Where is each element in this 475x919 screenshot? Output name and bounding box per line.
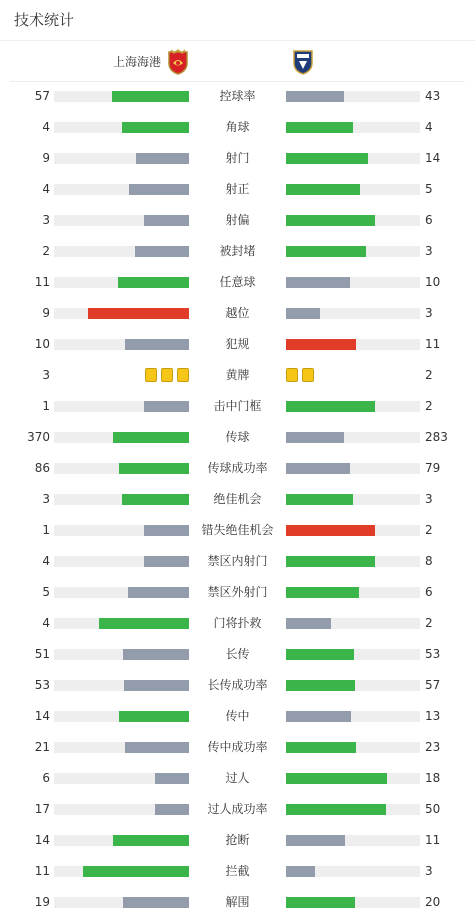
home-stat-bar-track — [54, 866, 189, 877]
away-stat-bar-track — [286, 432, 420, 443]
home-stat-bar — [123, 897, 189, 908]
stat-label: 被封堵 — [219, 244, 256, 258]
away-stat-bar — [286, 525, 375, 536]
home-stat-value: 57 — [34, 89, 50, 103]
home-stat-bar-track — [54, 184, 189, 195]
home-stat-bar — [122, 122, 190, 133]
away-stat-bar-track — [286, 153, 420, 164]
away-stat-bar — [286, 277, 350, 288]
away-stat-bar — [286, 122, 353, 133]
stat-row — [0, 732, 475, 763]
away-stat-bar-track — [286, 122, 420, 133]
stat-label: 门将扑救 — [213, 616, 262, 630]
away-stat-bar — [286, 246, 366, 257]
stat-label: 长传成功率 — [207, 678, 268, 692]
away-stat-bar — [286, 804, 386, 815]
away-stat-bar-track — [286, 587, 420, 598]
stat-row — [0, 422, 475, 453]
away-stat-bar-track — [286, 742, 420, 753]
home-stat-value: 3 — [42, 492, 50, 506]
home-stat-value: 53 — [34, 678, 50, 692]
home-stat-value: 21 — [34, 740, 50, 754]
away-stat-bar-track — [286, 215, 420, 226]
home-stat-bar — [123, 649, 189, 660]
away-stat-value: 18 — [425, 771, 441, 785]
stat-row — [0, 639, 475, 670]
home-stat-value: 9 — [42, 306, 50, 320]
home-stat-bar — [118, 277, 189, 288]
home-stat-bar — [125, 742, 189, 753]
away-stat-value: 4 — [425, 120, 433, 134]
away-stat-bar-track — [286, 463, 420, 474]
stat-row — [0, 453, 475, 484]
home-stat-bar-track — [54, 401, 189, 412]
home-stat-bar — [119, 463, 189, 474]
home-stat-bar-track — [54, 773, 189, 784]
away-stat-value: 3 — [425, 492, 433, 506]
home-stat-bar-track — [54, 463, 189, 474]
stat-row — [0, 391, 475, 422]
away-stat-bar — [286, 680, 355, 691]
away-stat-value: 11 — [425, 337, 441, 351]
stat-row — [0, 887, 475, 918]
away-stat-value: 8 — [425, 554, 433, 568]
away-stat-bar-track — [286, 339, 420, 350]
yunnan-yukun-crest-icon[interactable] — [292, 49, 314, 75]
home-stat-bar-track — [54, 432, 189, 443]
stat-label: 拦截 — [225, 864, 250, 878]
away-stat-bar-track — [286, 184, 420, 195]
home-stat-bar-track — [54, 804, 189, 815]
stat-label: 犯规 — [225, 337, 250, 351]
away-stat-value: 11 — [425, 833, 441, 847]
home-stat-value: 5 — [42, 585, 50, 599]
away-stat-bar — [286, 91, 344, 102]
away-stat-value: 23 — [425, 740, 441, 754]
stat-row — [0, 515, 475, 546]
home-stat-bar-track — [54, 587, 189, 598]
home-stat-value: 3 — [42, 368, 50, 382]
home-stat-bar — [144, 401, 189, 412]
home-stat-bar — [155, 804, 189, 815]
home-stat-value: 1 — [42, 399, 50, 413]
home-stat-value: 4 — [42, 554, 50, 568]
yellow-card-icon — [161, 368, 173, 382]
home-stat-bar-track — [54, 122, 189, 133]
home-stat-bar — [129, 184, 189, 195]
stat-label: 射偏 — [225, 213, 250, 227]
stat-label: 过人 — [225, 771, 250, 785]
home-stat-value: 11 — [34, 864, 50, 878]
away-stat-bar — [286, 215, 375, 226]
away-stat-bar-track — [286, 525, 420, 536]
yellow-card-icon — [177, 368, 189, 382]
home-team-name[interactable]: 上海海港 — [112, 55, 161, 69]
home-stat-value: 17 — [34, 802, 50, 816]
stat-row — [0, 484, 475, 515]
stat-label: 任意球 — [219, 275, 256, 289]
home-stat-value: 4 — [42, 616, 50, 630]
home-stat-bar — [125, 339, 189, 350]
stat-row — [0, 794, 475, 825]
home-stat-value: 10 — [34, 337, 50, 351]
home-stat-bar-track — [54, 246, 189, 257]
home-stat-bar-track — [54, 91, 189, 102]
shanghai-port-crest-icon[interactable] — [167, 49, 189, 75]
away-stat-value: 3 — [425, 864, 433, 878]
stat-row — [0, 267, 475, 298]
stat-label: 射门 — [225, 151, 250, 165]
home-stat-bar-track — [54, 680, 189, 691]
home-stat-bar — [113, 835, 189, 846]
home-stat-bar-track — [54, 308, 189, 319]
home-stat-bar-track — [54, 897, 189, 908]
home-stat-value: 1 — [42, 523, 50, 537]
home-stat-bar-track — [54, 835, 189, 846]
away-stat-value: 2 — [425, 523, 433, 537]
home-stat-bar-track — [54, 556, 189, 567]
stat-label: 击中门框 — [213, 399, 262, 413]
away-stat-value: 2 — [425, 616, 433, 630]
home-stat-bar-track — [54, 649, 189, 660]
stats-list — [0, 81, 475, 918]
home-stat-bar-track — [54, 153, 189, 164]
stat-label: 控球率 — [219, 89, 256, 103]
away-stat-bar — [286, 742, 356, 753]
away-stat-bar-track — [286, 618, 420, 629]
home-stat-value: 370 — [27, 430, 50, 444]
yellow-card-icon — [145, 368, 157, 382]
yellow-card-icon — [302, 368, 314, 382]
stat-row — [0, 608, 475, 639]
home-stat-value: 4 — [42, 182, 50, 196]
away-stat-value: 14 — [425, 151, 441, 165]
away-stat-value: 283 — [425, 430, 448, 444]
away-stat-bar — [286, 432, 344, 443]
stat-row — [0, 701, 475, 732]
home-stat-bar — [122, 494, 190, 505]
stat-row — [0, 360, 475, 391]
stat-row — [0, 763, 475, 794]
away-stat-bar — [286, 494, 353, 505]
home-stat-value: 11 — [34, 275, 50, 289]
away-stat-value: 5 — [425, 182, 433, 196]
away-stat-bar — [286, 339, 356, 350]
team-header — [0, 46, 475, 80]
stat-label: 解围 — [225, 895, 250, 909]
stat-label: 长传 — [225, 647, 250, 661]
home-stat-value: 14 — [34, 709, 50, 723]
away-stat-bar — [286, 463, 350, 474]
home-stat-bar — [83, 866, 189, 877]
home-stat-bar-track — [54, 618, 189, 629]
stat-row — [0, 546, 475, 577]
stat-row — [0, 205, 475, 236]
stat-label: 禁区外射门 — [207, 585, 268, 599]
away-stat-bar-track — [286, 711, 420, 722]
stat-label: 传球 — [225, 430, 250, 444]
away-stat-bar — [286, 587, 359, 598]
away-stat-bar — [286, 835, 345, 846]
away-stat-bar — [286, 773, 387, 784]
away-stat-value: 50 — [425, 802, 441, 816]
away-stat-bar-track — [286, 649, 420, 660]
home-stat-bar — [113, 432, 189, 443]
away-stat-bar — [286, 711, 351, 722]
home-stat-bar-track — [54, 742, 189, 753]
away-stat-bar-track — [286, 866, 420, 877]
away-stat-value: 57 — [425, 678, 441, 692]
stat-label: 射正 — [225, 182, 250, 196]
stat-label: 禁区内射门 — [207, 554, 268, 568]
home-stat-bar — [128, 587, 189, 598]
home-stat-bar — [144, 215, 189, 226]
away-stat-bar — [286, 649, 354, 660]
away-stat-bar-track — [286, 401, 420, 412]
away-stat-value: 2 — [425, 399, 433, 413]
away-stat-bar — [286, 618, 331, 629]
stat-label: 过人成功率 — [207, 802, 268, 816]
stat-row — [0, 81, 475, 112]
stat-label: 错失绝佳机会 — [201, 523, 274, 537]
away-stat-bar-track — [286, 494, 420, 505]
home-stat-value: 51 — [34, 647, 50, 661]
yellow-card-icon — [286, 368, 298, 382]
home-stat-bar-track — [54, 494, 189, 505]
stat-label: 抢断 — [225, 833, 250, 847]
away-stat-value: 79 — [425, 461, 441, 475]
away-stat-bar — [286, 308, 320, 319]
home-stat-value: 2 — [42, 244, 50, 258]
stat-label: 绝佳机会 — [213, 492, 262, 506]
away-stat-value: 43 — [425, 89, 441, 103]
home-stat-value: 86 — [34, 461, 50, 475]
home-stat-value: 9 — [42, 151, 50, 165]
home-stat-value: 3 — [42, 213, 50, 227]
stat-row — [0, 670, 475, 701]
away-stat-bar — [286, 401, 375, 412]
home-stat-bar — [136, 153, 189, 164]
home-stat-bar — [144, 556, 189, 567]
away-stat-bar — [286, 556, 375, 567]
home-stat-value: 19 — [34, 895, 50, 909]
stat-row — [0, 856, 475, 887]
away-stat-bar — [286, 153, 368, 164]
stat-row — [0, 329, 475, 360]
away-stat-bar-track — [286, 277, 420, 288]
home-stat-bar — [124, 680, 189, 691]
home-stat-bar-track — [54, 525, 189, 536]
stat-label: 传中 — [225, 709, 250, 723]
away-stat-bar-track — [286, 773, 420, 784]
away-stat-value: 53 — [425, 647, 441, 661]
stat-row — [0, 577, 475, 608]
away-stat-bar-track — [286, 246, 420, 257]
away-stat-value: 2 — [425, 368, 433, 382]
away-yellow-cards — [286, 368, 318, 382]
home-stat-bar — [112, 91, 189, 102]
stat-row — [0, 236, 475, 267]
home-stat-bar — [155, 773, 189, 784]
stat-label: 越位 — [225, 306, 250, 320]
home-stat-bar — [119, 711, 189, 722]
stat-label: 黄牌 — [225, 368, 250, 382]
home-stat-bar — [99, 618, 189, 629]
stat-row — [0, 825, 475, 856]
stat-label: 角球 — [225, 120, 250, 134]
home-stat-value: 6 — [42, 771, 50, 785]
away-stat-bar-track — [286, 91, 420, 102]
away-stat-bar — [286, 184, 360, 195]
away-stat-value: 3 — [425, 306, 433, 320]
home-stat-value: 4 — [42, 120, 50, 134]
away-stat-value: 10 — [425, 275, 441, 289]
away-stat-bar-track — [286, 680, 420, 691]
home-stat-bar-track — [54, 339, 189, 350]
home-stat-bar-track — [54, 711, 189, 722]
stat-row — [0, 298, 475, 329]
home-yellow-cards — [141, 368, 189, 382]
title-divider — [0, 40, 475, 41]
away-stat-value: 6 — [425, 585, 433, 599]
away-stat-value: 6 — [425, 213, 433, 227]
stat-label: 传球成功率 — [207, 461, 268, 475]
home-stat-bar — [144, 525, 189, 536]
home-stat-bar-track — [54, 215, 189, 226]
away-stat-value: 3 — [425, 244, 433, 258]
home-stat-bar — [88, 308, 189, 319]
away-stat-bar-track — [286, 308, 420, 319]
away-stat-bar-track — [286, 835, 420, 846]
away-stat-value: 13 — [425, 709, 441, 723]
stat-label: 传中成功率 — [207, 740, 268, 754]
home-stat-bar — [135, 246, 189, 257]
stat-row — [0, 143, 475, 174]
page-title: 技术统计 — [14, 11, 75, 29]
away-stat-bar — [286, 897, 355, 908]
away-stat-bar-track — [286, 556, 420, 567]
away-stat-value: 20 — [425, 895, 441, 909]
home-stat-value: 14 — [34, 833, 50, 847]
away-stat-bar — [286, 866, 315, 877]
away-stat-bar-track — [286, 897, 420, 908]
stat-row — [0, 112, 475, 143]
home-stat-bar-track — [54, 277, 189, 288]
stat-row — [0, 174, 475, 205]
away-stat-bar-track — [286, 804, 420, 815]
